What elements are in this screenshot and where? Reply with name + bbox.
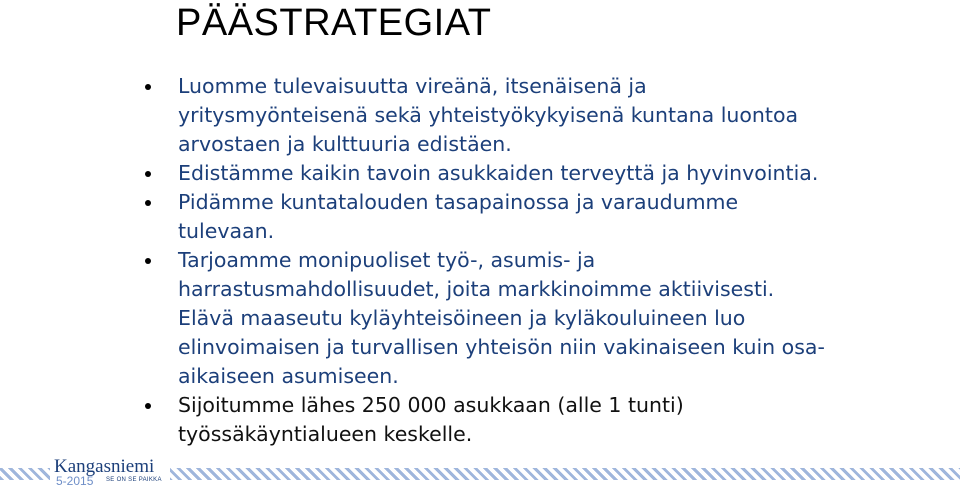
continuation-line: harrastusmahdollisuudet, joita markkinoimme aktiivisesti. xyxy=(178,277,775,301)
slide-title: PÄÄSTRATEGIAT xyxy=(176,2,492,44)
strategy-list xyxy=(178,72,938,449)
continuation-line: aikaiseen asumiseen. xyxy=(178,364,399,388)
kangasniemi-logo xyxy=(50,458,170,486)
continuation-line: yritysmyönteisenä sekä yhteistyökykyisenä kuntana luontoa xyxy=(178,103,799,127)
logo-name: Kangasniemi xyxy=(54,456,155,477)
continuation-line: tulevaan. xyxy=(178,219,275,243)
logo-tagline: SE ON SE PAIKKA xyxy=(106,477,162,483)
continuation-line: Elävä maaseutu kyläyhteisöineen ja kyläkouluineen luo xyxy=(178,306,746,330)
continuation-line: elinvoimaisen ja turvallisen yhteisön niin vakinaiseen kuin osa- xyxy=(178,335,825,359)
bullet-line: Tarjoamme monipuoliset työ-, asumis- ja xyxy=(178,246,938,275)
bullet-line: Edistämme kaikin tavoin asukkaiden terveyttä ja hyvinvointia. xyxy=(178,159,938,188)
bullet-line: Sijoitumme lähes 250 000 asukkaan (alle 1 tunti) xyxy=(178,391,938,420)
continuation-line: työssäkäyntialueen keskelle. xyxy=(178,422,473,446)
logo-year: 5-2015 xyxy=(56,474,94,488)
continuation-line: arvostaen ja kulttuuria edistäen. xyxy=(178,132,512,156)
bullet-line: Pidämme kuntatalouden tasapainossa ja varaudumme xyxy=(178,188,938,217)
bullet-line: Luomme tulevaisuutta vireänä, itsenäisenä ja xyxy=(178,72,938,101)
